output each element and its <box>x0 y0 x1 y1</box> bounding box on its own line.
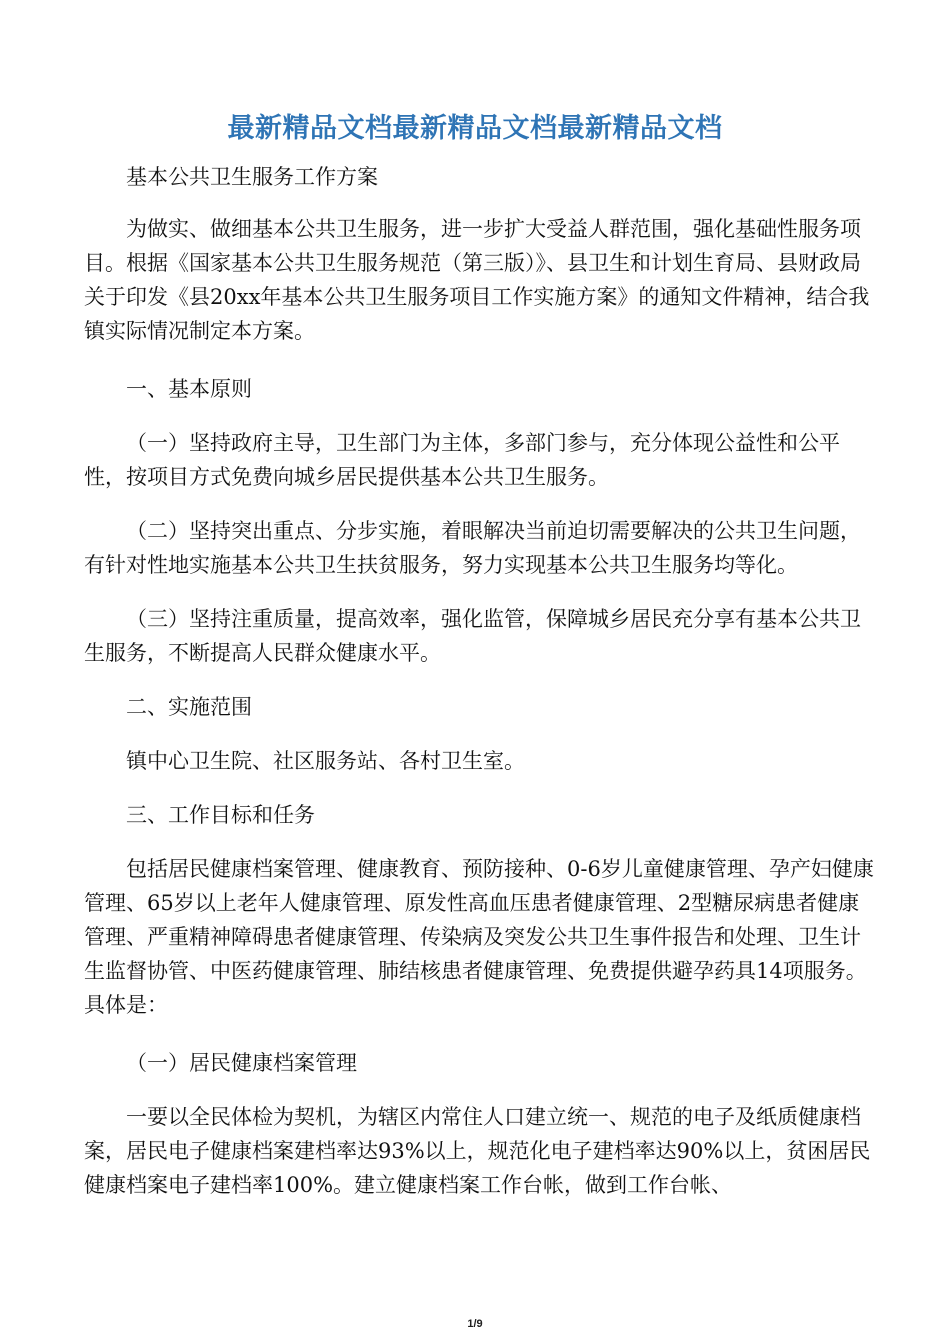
tasks-paragraph: 包括居民健康档案管理、健康教育、预防接种、0-6岁儿童健康管理、孕产妇健康管理、65岁以上老年人健康管理、原发性高血压患者健康管理、2型糖尿病患者健康管理、严重精神障碍患者健康管理、传染病及突发公共卫生事件报告和处理、卫生计生监督协管、中医药健康管理、肺结核患者健康管理、免费提供避孕药具14项服务。具体是： <box>84 857 874 1017</box>
section-heading-2: 二、实施范围 <box>126 695 252 719</box>
records-paragraph: 一要以全民体检为契机，为辖区内常住人口建立统一、规范的电子及纸质健康档案，居民电子健康档案建档率达93%以上，规范化电子建档率达90%以上，贫困居民健康档案电子建档率100%。建立健康档案工作台帐，做到工作台帐、 <box>84 1105 871 1197</box>
page-header-title: 最新精品文档最新精品文档最新精品文档 <box>227 113 723 144</box>
section-heading-1: 一、基本原则 <box>126 377 252 401</box>
subsection-heading-1: （一）居民健康档案管理 <box>126 1051 357 1075</box>
document-title: 基本公共卫生服务工作方案 <box>126 165 378 189</box>
intro-paragraph: 为做实、做细基本公共卫生服务，进一步扩大受益人群范围，强化基础性服务项目。根据《国家基本公共卫生服务规范（第三版）》、县卫生和计划生育局、县财政局关于印发《县20xx年基本公共卫生服务项目工作实施方案》的通知文件精神，结合我镇实际情况制定本方案。 <box>84 217 870 343</box>
principle-paragraph-1: （一）坚持政府主导，卫生部门为主体，多部门参与，充分体现公益性和公平性，按项目方式免费向城乡居民提供基本公共卫生服务。 <box>84 431 840 489</box>
scope-paragraph: 镇中心卫生院、社区服务站、各村卫生室。 <box>126 749 525 773</box>
section-heading-3: 三、工作目标和任务 <box>126 803 315 827</box>
principle-paragraph-3: （三）坚持注重质量，提高效率，强化监管，保障城乡居民充分享有基本公共卫生服务，不断提高人民群众健康水平。 <box>84 607 861 665</box>
page-number: 1/9 <box>467 1318 483 1330</box>
principle-paragraph-2: （二）坚持突出重点、分步实施，着眼解决当前迫切需要解决的公共卫生问题，有针对性地实施基本公共卫生扶贫服务，努力实现基本公共卫生服务均等化。 <box>84 519 861 577</box>
